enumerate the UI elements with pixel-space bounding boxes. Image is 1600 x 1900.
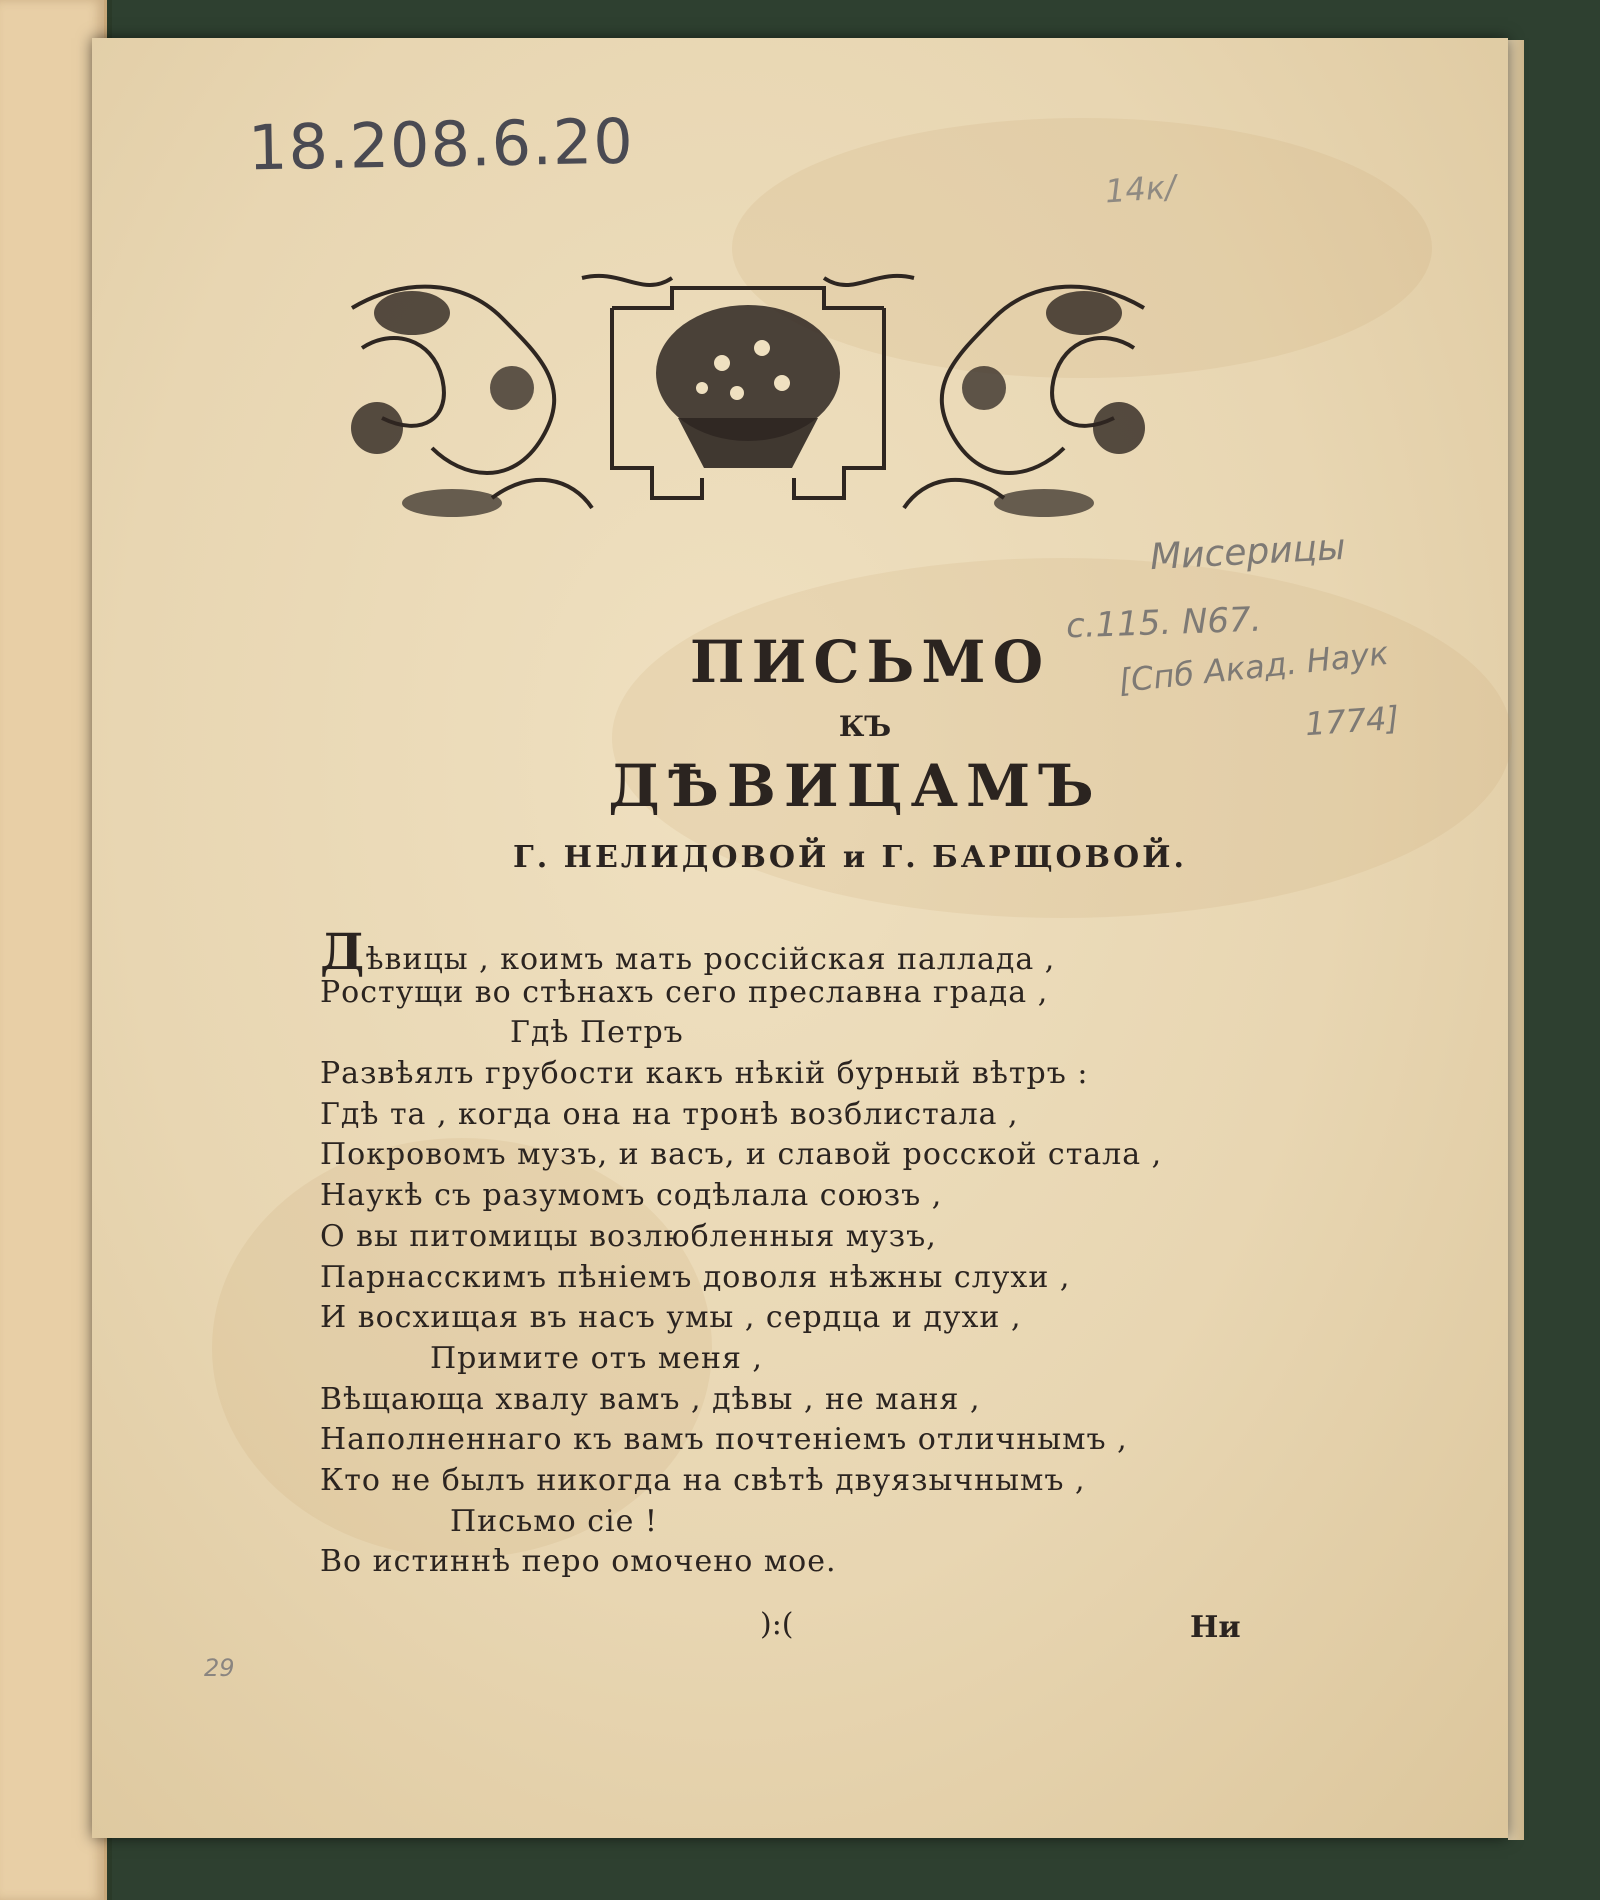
poem-line: Наукѣ съ разумомъ содѣлала союзъ , — [320, 1178, 943, 1214]
poem-line: Кто не былъ никогда на свѣтѣ двуязычнымъ , — [320, 1462, 1086, 1498]
poem-line: Примите отъ меня , — [430, 1340, 763, 1376]
pencil-annotation: 1774] — [1303, 698, 1401, 744]
pencil-annotation-corner: 14к/ — [1103, 167, 1178, 211]
poem-line: Гдѣ та , когда она на тронѣ возблистала , — [320, 1096, 1019, 1132]
poem-line: Наполненнаго къ вамъ почтеніемъ отличнымъ , — [320, 1422, 1128, 1458]
title-preposition: КЪ — [838, 710, 892, 743]
poem-line: Гдѣ Петръ — [510, 1015, 684, 1051]
poem-body — [320, 922, 1260, 1583]
poem-line: Письмо сіе ! — [450, 1503, 658, 1539]
poem-line: Вѣщающа хвалу вамъ , дѣвы , не маня , — [320, 1381, 981, 1417]
pencil-annotation: с.115. N67. — [1065, 599, 1263, 647]
poem-line: О вы питомицы возлюбленныя музъ, — [320, 1218, 937, 1254]
pencil-annotation: Мисерицы — [1149, 526, 1347, 579]
headpiece-ornament — [342, 268, 1154, 530]
signature-mark: ):( — [760, 1607, 794, 1642]
poem-line: Во истиннѣ перо омочено мое. — [320, 1544, 837, 1580]
title-recipients: ДѢВИЦАМЪ — [608, 752, 1102, 820]
catchword: Ни — [1190, 1610, 1241, 1645]
title-main: ПИСЬМО — [689, 628, 1051, 696]
poem-line: Развѣялъ грубости какъ нѣкій бурный вѣтръ : — [320, 1056, 1089, 1092]
pencil-annotation: [Спб Акад. Наук — [1116, 633, 1391, 701]
shelfmark-handwritten: 18.208.6.20 — [247, 104, 635, 185]
poem-line: Дѣвицы , коимъ мать россійская паллада , — [320, 922, 1056, 981]
page-edges — [1508, 40, 1524, 1840]
pencil-page-number: 29 — [204, 1654, 235, 1682]
poem-line: И восхищая въ насъ умы , сердца и духи , — [320, 1300, 1022, 1336]
title-subtitle: Г. НЕЛИДОВОЙ и Г. БАРЩОВОЙ. — [513, 840, 1187, 875]
endpaper — [0, 0, 107, 1900]
poem-line: Парнасскимъ пѣніемъ доволя нѣжны слухи , — [320, 1259, 1071, 1295]
poem-line: Покровомъ музъ, и васъ, и славой росской стала , — [320, 1137, 1163, 1173]
poem-line: Ростущи во стѣнахъ сего преславна града , — [320, 974, 1049, 1010]
